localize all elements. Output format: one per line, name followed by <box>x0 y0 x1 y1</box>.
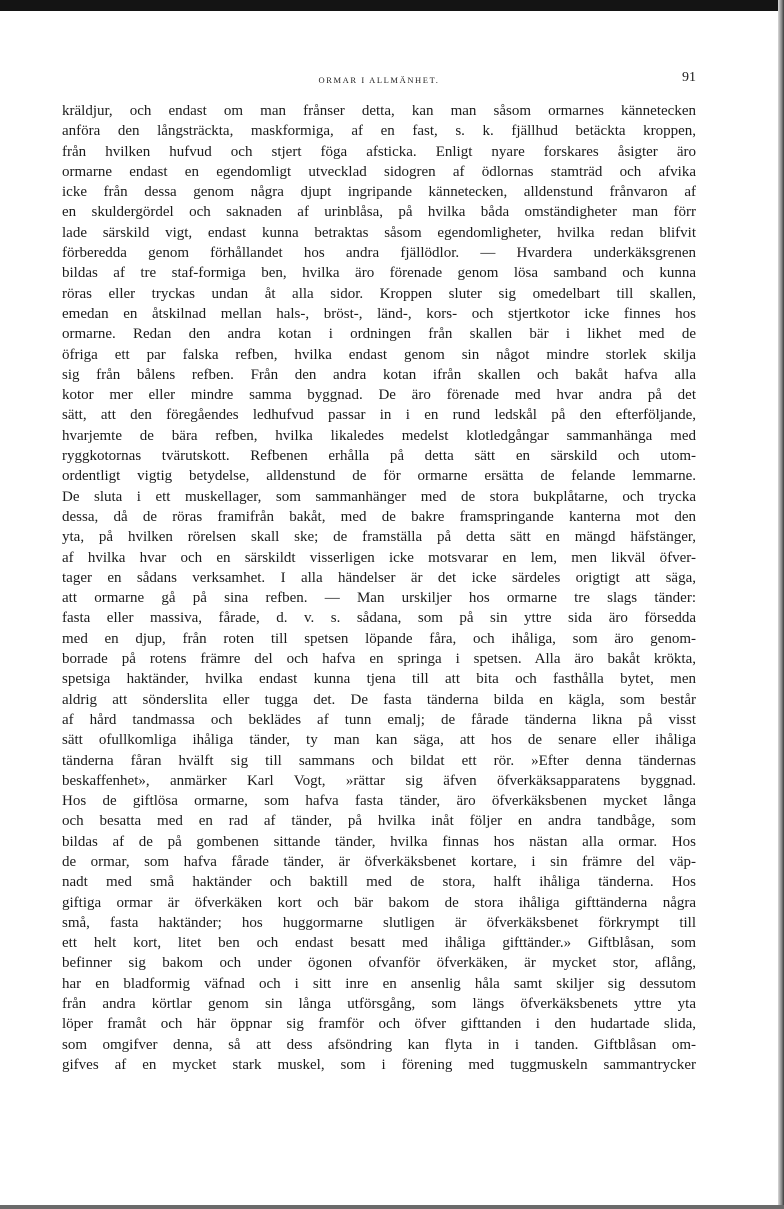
text-line: borrade på rotens främre del och hafva en springa i spetsen. Alla äro bakåt krökta, <box>62 651 696 668</box>
text-line: en skuldergördel och saknaden af urinblåsa, på hvilka båda omständigheter man förr <box>62 204 696 221</box>
text-line: sig från bålens refben. Från den andra kotan ifrån skallen och bakåt hafva alla <box>62 366 696 383</box>
text-line: af hård tandmassa och beklädes af tunn emalj; de fårade tänderna likna på visst <box>62 711 696 728</box>
text-line: tänderna fåran hvälft sig till sammans och bildat ett rör. »Efter denna tändernas <box>62 752 696 769</box>
text-line: sätt, att den föregåendes ledhufvud passar in i en rund ledskål på den efterföljande, <box>62 407 696 424</box>
text-line: kräldjur, och endast om man frånser detta, kan man såsom ormarnes kännetecken <box>62 103 696 119</box>
text-line: de ormar, som hafva fårade tänder, är öfverkäksbenet kortare, i sin främre del väp- <box>62 853 696 870</box>
text-line: små, fasta haktänder; hos huggormarne slutligen är öfverkäksbenet förkrympt till <box>62 914 696 931</box>
text-line: icke från dessa genom några djupt ingripande kännetecken, alldenstund frånvaron af <box>62 184 696 201</box>
text-line: bildas af tre staf-formiga ben, hvilka äro förenade genom lösa samband och kunna <box>62 265 696 282</box>
text-line: förberedda genom förhållandet hos andra fjällödlor. — Hvardera underkäksgrenen <box>62 245 696 262</box>
text-line: sätt ofullkomliga ihåliga tänder, ty man kan säga, att hos de senare eller ihåliga <box>62 732 696 749</box>
body-text <box>62 101 696 1075</box>
text-line: giftiga ormar är öfverkäken kort och bär bakom de stora ihåliga gifttänderna några <box>62 894 696 911</box>
text-line: hvarjemte de bära refben, hvilka likaledes medelst klotledgångar sammanhänga med <box>62 427 696 444</box>
text-line: kotor mer eller mindre samma byggnad. De äro förenade med hvar andra på det <box>62 387 696 404</box>
text-line: att ormarne gå på sina refben. — Man urskiljer hos ormarne tre slags tänder: <box>62 590 696 607</box>
scan-edge-right <box>778 0 784 1209</box>
text-line: från andra körtlar genom sin långa utförsgång, som längs öfverkäksbenets yttre yta <box>62 996 696 1013</box>
text-line: öfriga ett par falska refben, hvilka endast genom sin något mindre storlek skilja <box>62 346 696 363</box>
text-line: emedan en åtskilnad mellan hals-, bröst-, länd-, kors- och stjertkotor icke finnes hos <box>62 305 696 322</box>
text-line: ryggkotornas tvärutskott. Refbenen erhålla på detta sätt en särskild och utom- <box>62 448 696 465</box>
text-line: röras eller tryckas undan åt alla sidor. Kroppen sluter sig omedelbart till skallen, <box>62 285 696 302</box>
text-line: som omgifver denna, så att dess afsöndring kan flyta in i tanden. Giftblåsan om- <box>62 1036 696 1053</box>
text-line: lade särskild vigt, endast kunna betraktas såsom egendomligheter, hvilka redan blifvit <box>62 224 696 241</box>
text-line: med en djup, från roten till spetsen löpande fåra, och ihåliga, som äro genom- <box>62 630 696 647</box>
text-line: Hos de giftlösa ormarne, som hafva fasta tänder, äro öfverkäksbenen mycket långa <box>62 793 696 810</box>
page-number: 91 <box>682 70 696 85</box>
text-line: yta, på hvilken rörelsen skall ske; de framställa på detta sätt en mängd häfstänger, <box>62 529 696 546</box>
text-line: beskaffenhet», anmärker Karl Vogt, »rättar sig äfven öfverkäksapparatens byggnad. <box>62 772 696 789</box>
text-line: ormarne. Redan den andra kotan i ordningen från skallen bär i likhet med de <box>62 326 696 343</box>
text-line: De sluta i ett muskellager, som sammanhänger med de stora bukplåtarne, och trycka <box>62 488 696 505</box>
text-line: gifves af en mycket stark muskel, som i förening med tuggmuskeln sammantrycker <box>62 1056 696 1073</box>
text-line: ormarne endast en egendomligt utvecklad sidogren af ödlornas stamträd och afvika <box>62 163 696 180</box>
text-line: ett helt kort, litet ben och endast besatt med ihåliga gifttänder.» Giftblåsan, som <box>62 935 696 952</box>
text-line: nadt med små haktänder och baktill med de stora, halft ihåliga tänderna. Hos <box>62 874 696 891</box>
text-line: dessa, då de röras framifrån bakåt, med de bakre framspringande kanterna mot den <box>62 508 696 525</box>
text-line: spetsiga haktänder, hvilka endast kunna tjena till att bita och fasthålla bytet, men <box>62 671 696 688</box>
text-line: bildas af de på gombenen sittande tänder, hvilka finnas hos nästan alla ormar. Hos <box>62 833 696 850</box>
text-line: befinner sig bakom och under ögonen ofvanför öfverkäken, är mycket stor, aflång, <box>62 955 696 972</box>
text-line: ordentligt vigtig betydelse, alldenstund de för ormarne ersätta de felande lemmarne. <box>62 468 696 485</box>
text-line: från hvilken hufvud och stjert föga afsticka. Enligt nyare forskares åsigter äro <box>62 143 696 160</box>
text-line: fasta eller massiva, fårade, d. v. s. sådana, som på sin yttre sida äro försedda <box>62 610 696 627</box>
text-line: löper framåt och här öppnar sig framför och öfver gifttanden i den hudartade slida, <box>62 1016 696 1033</box>
running-head: ORMAR I ALLMÄNHET. <box>318 75 440 85</box>
page-header <box>62 70 696 90</box>
text-line: och besatta med en rad af tänder, på hvilka inåt följer en andra tandbåge, som <box>62 813 696 830</box>
text-line: har en bladformig väfnad och i sitt inre en ansenlig håla samt skiljer sig dessutom <box>62 975 696 992</box>
text-line: anföra den långsträckta, maskformiga, af en fast, s. k. fjällhud betäckta kroppen, <box>62 123 696 140</box>
text-line: af hvilka hvar och en särskildt visserligen icke motsvarar en lem, men likväl öfver- <box>62 549 696 566</box>
scan-edge-top <box>0 0 784 11</box>
scan-edge-bottom <box>0 1205 784 1209</box>
text-line: aldrig att sönderslita eller tugga det. De fasta tänderna bilda en kägla, som består <box>62 691 696 708</box>
text-line: tager en sådans verksamhet. I alla händelser är det icke särdeles origtigt att säga, <box>62 569 696 586</box>
